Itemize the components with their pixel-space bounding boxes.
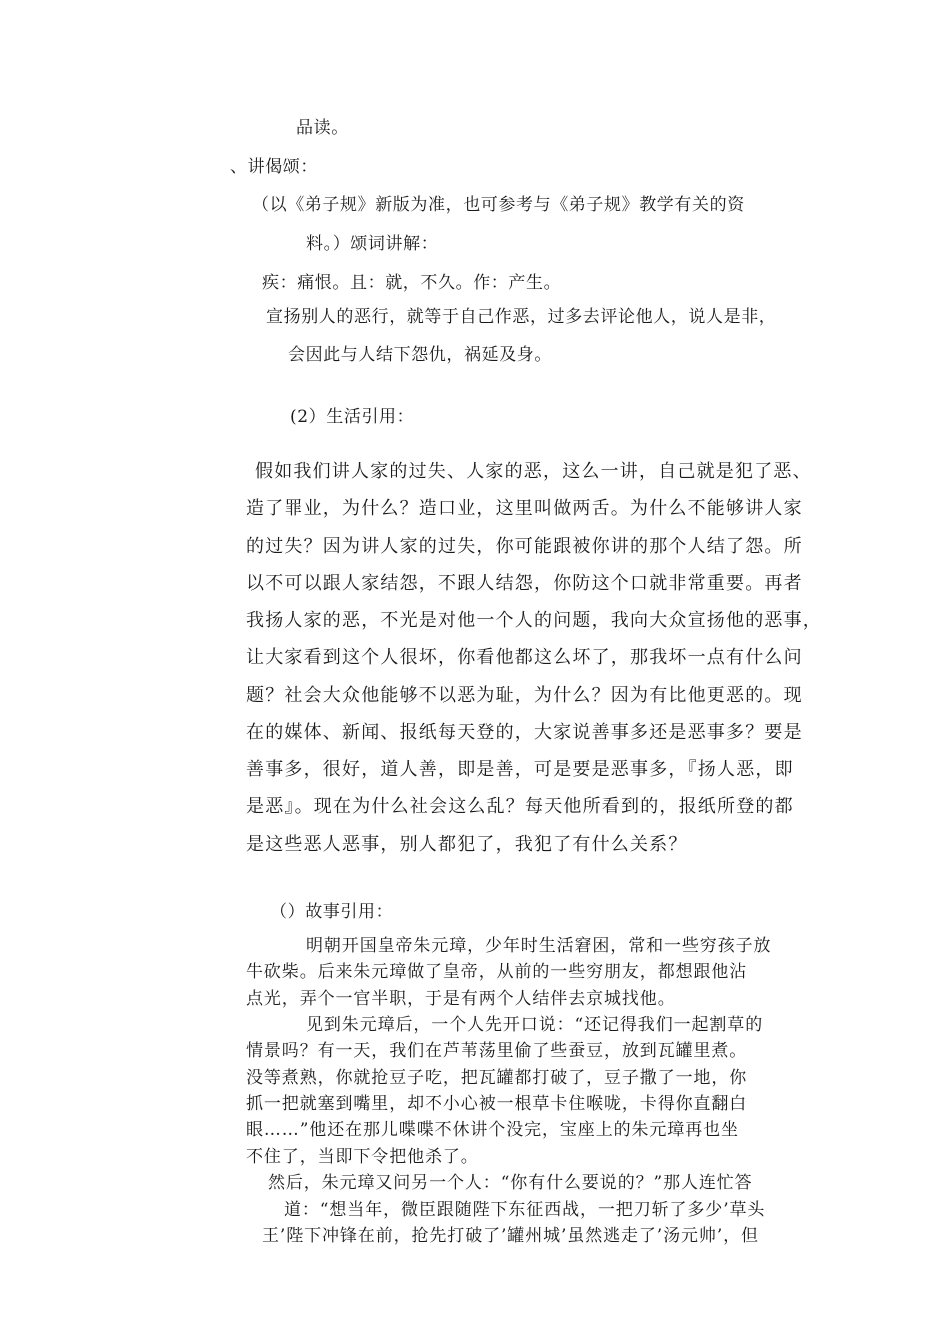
text-line: 疾：痛恨。且：就，不久。作：产生。 [262, 273, 562, 293]
text-line: 题？社会大众他能够不以恶为耻，为什么？因为有比他更恶的。现 [246, 685, 803, 706]
text-line: 让大家看到这个人很坏，你看他都这么坏了，那我坏一点有什么问 [246, 647, 803, 668]
text-line: 牛砍柴。后来朱元璋做了皇帝，从前的一些穷朋友，都想跟他沾 [246, 962, 748, 982]
text-line: 见到朱元璋后，一个人先开口说：“还记得我们一起割草的 [306, 1015, 764, 1035]
text-line: 的过失？因为讲人家的过失，你可能跟被你讲的那个人结了怨。所 [246, 536, 803, 557]
text-line: 是这些恶人恶事，别人都犯了，我犯了有什么关系？ [246, 834, 688, 855]
text-line: 我扬人家的恶，不光是对他一个人的问题，我向大众宣扬他的恶事， [246, 610, 822, 631]
text-line: 点光，弄个一官半职，于是有两个人结伴去京城找他。 [246, 989, 676, 1009]
text-line: 抓一把就塞到嘴里，却不小心被一根草卡住喉咙，卡得你直翻白 [246, 1094, 748, 1114]
section-heading: (2）生活引用： [290, 407, 415, 427]
text-line: 假如我们讲人家的过失、人家的恶，这么一讲，自己就是犯了恶、 [255, 461, 812, 482]
text-line: 以不可以跟人家结怨，不跟人结怨，你防这个口就非常重要。再者 [246, 573, 803, 594]
section-heading: （）故事引用： [270, 902, 394, 922]
text-line: 料。）颂词讲解： [306, 234, 439, 254]
text-line: 眼……”他还在那儿喋喋不休讲个没完，宝座上的朱元璋再也坐 [246, 1120, 739, 1140]
text-line: 王’陛下冲锋在前，抢先打破了’罐州城’虽然逃走了’汤元帅’，但 [262, 1226, 759, 1246]
text-line: （以《弟子规》新版为准，也可参考与《弟子规》教学有关的资 [252, 195, 745, 215]
text-line: 会因此与人结下怨仇，祸延及身。 [288, 345, 552, 365]
text-line: 明朝开国皇帝朱元璋，少年时生活窘困，常和一些穷孩子放 [306, 936, 772, 956]
text-line: 品读。 [296, 118, 349, 138]
text-line: 造了罪业，为什么？造口业，这里叫做两舌。为什么不能够讲人家 [246, 498, 803, 519]
text-line: 善事多，很好，道人善，即是善，可是要是恶事多，『扬人恶，即 [246, 759, 794, 780]
text-line: 是恶』。现在为什么社会这么乱？每天他所看到的，报纸所登的都 [246, 796, 794, 817]
text-line: 没等煮熟，你就抢豆子吃，把瓦罐都打破了，豆子撒了一地，你 [246, 1068, 748, 1088]
text-line: 在的媒体、新闻、报纸每天登的，大家说善事多还是恶事多？要是 [246, 722, 803, 743]
text-line: 情景吗？有一天，我们在芦苇荡里偷了些蚕豆，放到瓦罐里煮。 [246, 1041, 748, 1061]
text-line: 不住了，当即下令把他杀了。 [246, 1147, 479, 1167]
text-line: 宣扬别人的恶行，就等于自己作恶，过多去评论他人，说人是非， [266, 307, 777, 327]
text-line: 然后，朱元璋又问另一个人：“你有什么要说的？”那人连忙答 [268, 1173, 753, 1193]
section-heading: 、讲偈颂： [230, 157, 318, 177]
text-line: 道：“想当年，微臣跟随陛下东征西战，一把刀斩了多少’草头 [284, 1200, 766, 1220]
